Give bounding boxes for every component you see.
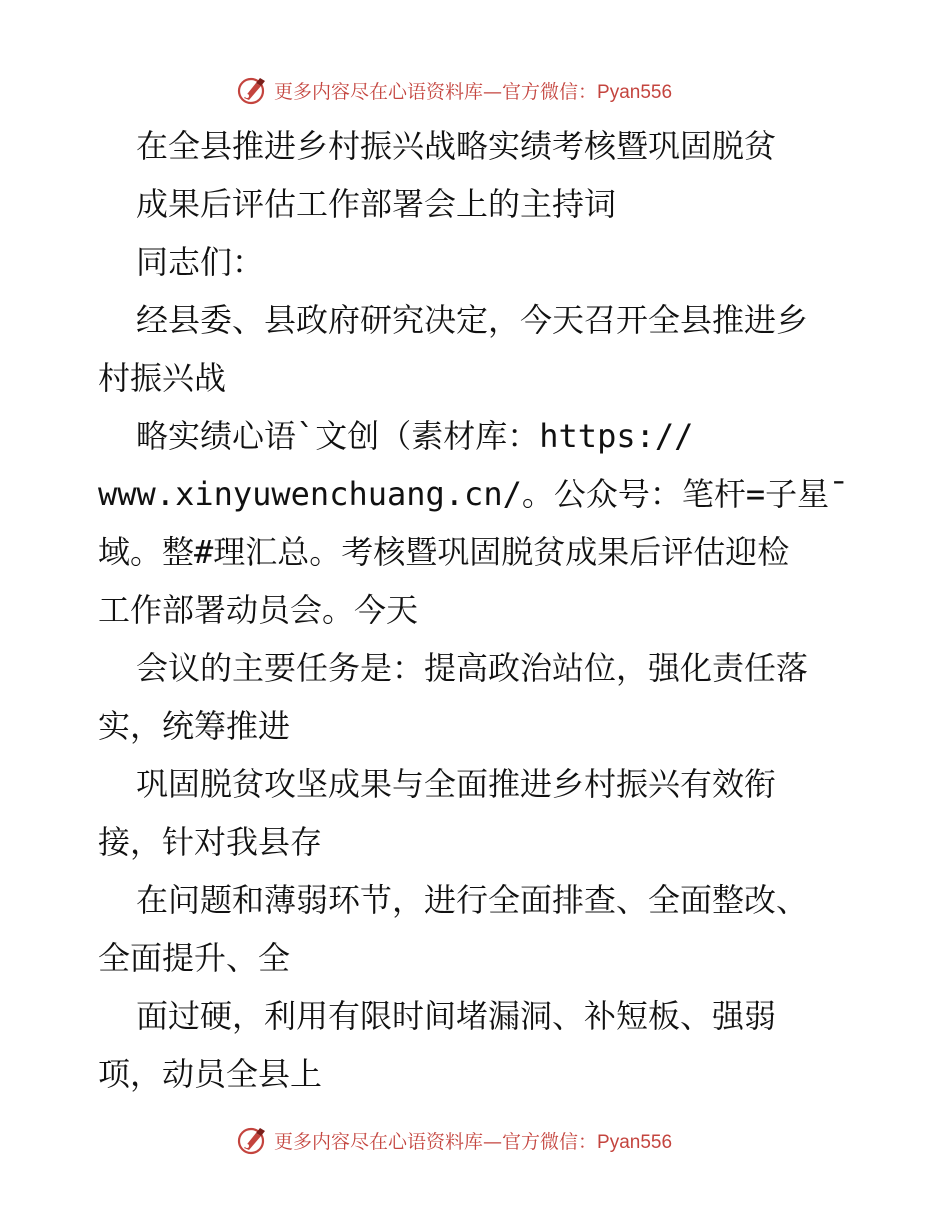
document-line: 项，动员全县上 [98, 1055, 323, 1093]
header-watermark [236, 73, 716, 107]
document-line: 面过硬，利用有限时间堵漏洞、补短板、强弱 [136, 997, 777, 1035]
footer-watermark [236, 1123, 716, 1157]
document-line: 巩固脱贫攻坚成果与全面推进乡村振兴有效衔 [136, 765, 777, 803]
document-line: 全面提升、全 [98, 939, 291, 977]
document-line: 会议的主要任务是：提高政治站位，强化责任落 [136, 649, 809, 687]
document-line: 成果后评估工作部署会上的主持词 [136, 185, 617, 223]
document-line: 域。整#理汇总。考核暨巩固脱贫成果后评估迎检 [98, 533, 790, 571]
document-body [98, 117, 858, 1103]
pen-logo-icon [236, 74, 268, 106]
document-line: 工作部署动员会。今天 [98, 591, 419, 629]
document-line: 村振兴战 [98, 359, 227, 397]
watermark-text: 更多内容尽在心语资料库—官方微信：Pyan556 [274, 1130, 673, 1153]
document-line: 在全县推进乡村振兴战略实绩考核暨巩固脱贫 [136, 127, 777, 165]
document-line: www.xinyuwenchuang.cn/。公众号：笔杆=子星¯ [98, 475, 849, 513]
document-line: 经县委、县政府研究决定，今天召开全县推进乡 [136, 301, 809, 339]
document-line: 接，针对我县存 [98, 823, 323, 861]
watermark-text: 更多内容尽在心语资料库—官方微信：Pyan556 [274, 80, 673, 103]
pen-logo-icon [236, 1124, 268, 1156]
document-line: 同志们： [136, 243, 265, 281]
document-line: 略实绩心语`文创（素材库：https:// [136, 417, 694, 455]
document-line: 在问题和薄弱环节，进行全面排查、全面整改、 [136, 881, 809, 919]
document-line: 实，统筹推进 [98, 707, 291, 745]
